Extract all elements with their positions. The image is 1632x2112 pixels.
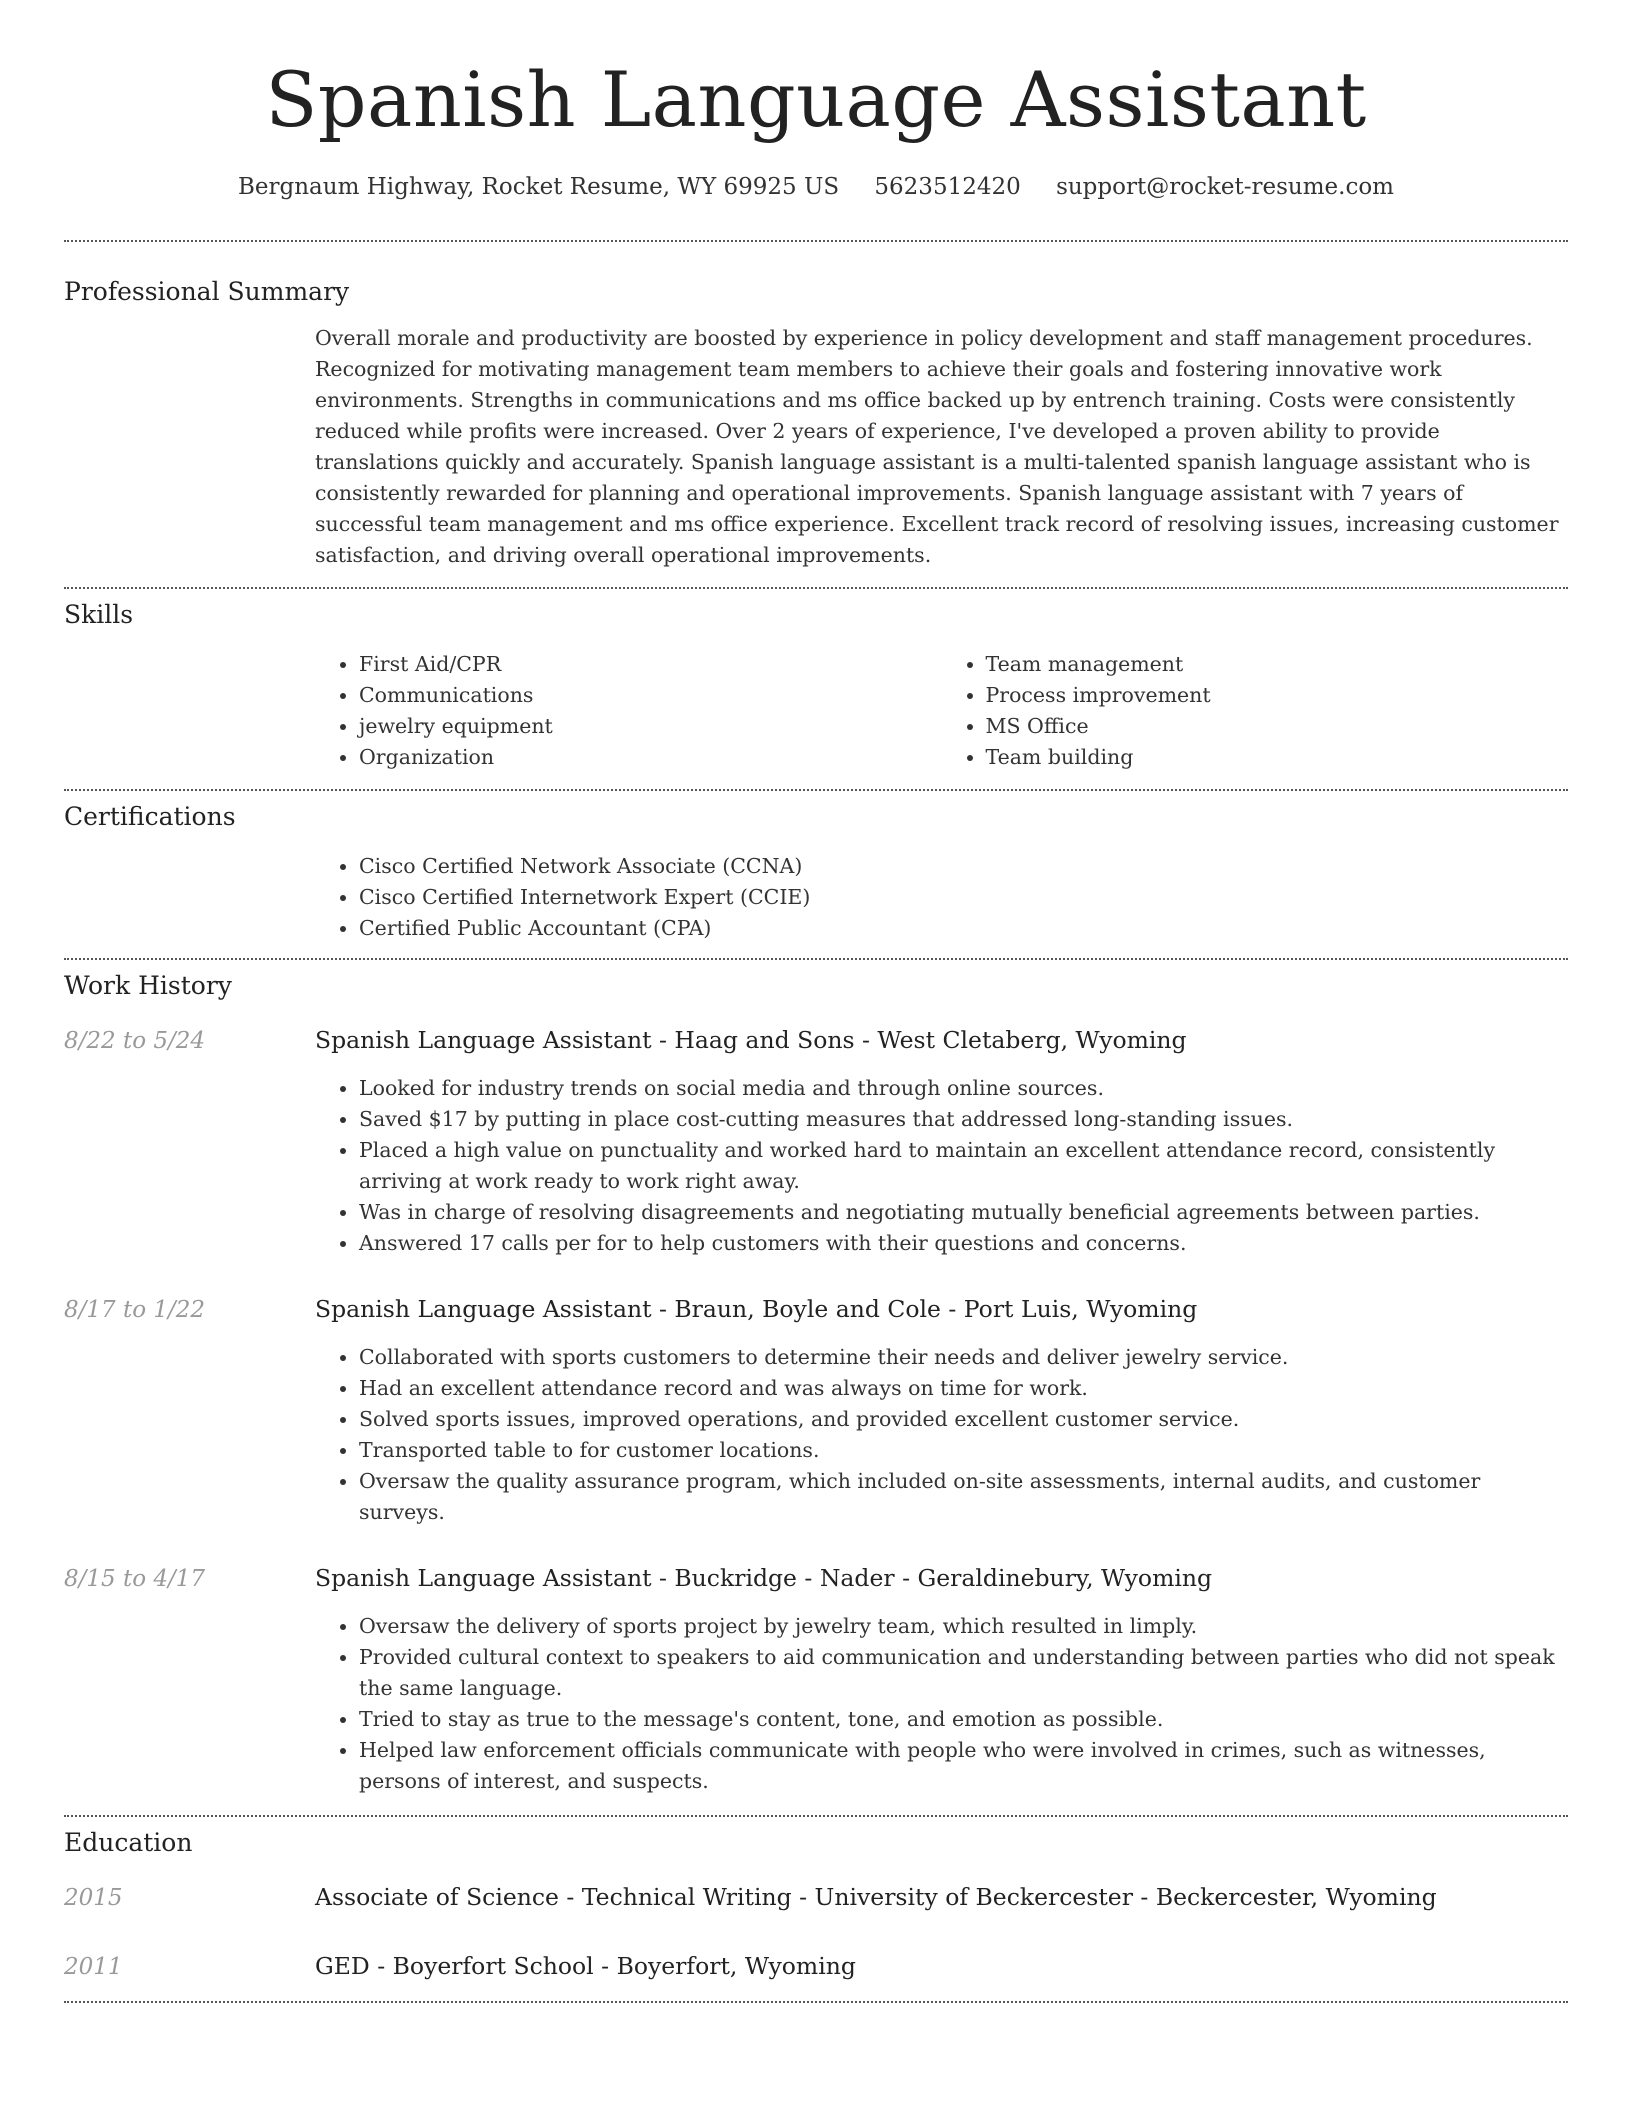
education-heading: Associate of Science - Technical Writing - University of Beckercester - Beckercester, Wyoming — [315, 1883, 1437, 1911]
summary-title: Professional Summary — [64, 277, 350, 306]
education-entry — [64, 1881, 1568, 1914]
skill-item: • Process improvement — [986, 680, 1569, 711]
job-date: 8/17 to 1/22 — [64, 1297, 206, 1323]
job-bullets — [315, 1342, 1568, 1528]
job-bullet: • Tried to stay as true to the message's content, tone, and emotion as possible. — [359, 1704, 1568, 1735]
summary-section — [64, 242, 1568, 587]
job-bullet: • Oversaw the delivery of sports project by jewelry team, which resulted in limply. — [359, 1611, 1568, 1642]
job-bullets — [315, 1073, 1568, 1259]
resume-header — [64, 0, 1568, 202]
contact-phone: 5623512420 — [874, 174, 1021, 200]
skill-item: • MS Office — [986, 711, 1569, 742]
job-bullet: • Was in charge of resolving disagreements and negotiating mutually beneficial agreements between parties. — [359, 1197, 1568, 1228]
skill-item: • Organization — [359, 742, 942, 773]
job-bullet: • Oversaw the quality assurance program, which included on-site assessments, internal audits, and customer surveys. — [359, 1466, 1568, 1528]
education-date: 2015 — [64, 1885, 123, 1911]
work-title: Work History — [64, 971, 232, 1000]
job-bullet: • Saved $17 by putting in place cost-cutting measures that addressed long-standing issues. — [359, 1104, 1568, 1135]
job-bullet: • Placed a high value on punctuality and worked hard to maintain an excellent attendance record, consistently arriving at work ready to work right away. — [359, 1135, 1568, 1197]
skill-item: • Team building — [986, 742, 1569, 773]
certifications-section — [64, 791, 1568, 958]
job-bullet: • Looked for industry trends on social media and through online sources. — [359, 1073, 1568, 1104]
skill-item: • First Aid/CPR — [359, 649, 942, 680]
work-section — [64, 960, 1568, 1815]
certifications-title: Certifications — [64, 802, 236, 831]
skill-item: • Team management — [986, 649, 1569, 680]
job-date: 8/22 to 5/24 — [64, 1028, 206, 1054]
certification-item: • Cisco Certified Network Associate (CCNA) — [359, 851, 1568, 882]
contact-address: Bergnaum Highway, Rocket Resume, WY 69925 US — [238, 174, 840, 200]
candidate-name: Spanish Language Assistant — [265, 55, 1367, 144]
certification-item: • Certified Public Accountant (CPA) — [359, 913, 1568, 944]
education-section — [64, 1817, 1568, 2001]
certifications-list — [315, 851, 1568, 944]
job-bullet: • Transported table to for customer locations. — [359, 1435, 1568, 1466]
skills-title: Skills — [64, 600, 134, 629]
summary-text: Overall morale and productivity are boosted by experience in policy development and staff management procedures. Recognized for motivating management team members to achieve their goals and fostering innovative work environments. Strengths in communications and ms office backed up by entrench training. Costs were consistently reduced while profits were increased. Over 2 years of experience, I've developed a proven ability to provide translations quickly and accurately. Spanish language assistant is a multi-talented spanish language assistant who is consistently rewarded for planning and operational improvements. Spanish language assistant with 7 years of successful team management and ms office experience. Excellent track record of resolving issues, increasing customer satisfaction, and driving overall operational improvements. — [315, 326, 1559, 567]
skills-list-left — [315, 649, 942, 773]
job-heading: Spanish Language Assistant - Braun, Boyle and Cole - Port Luis, Wyoming — [315, 1295, 1198, 1323]
skill-item: • jewelry equipment — [359, 711, 942, 742]
education-entry — [64, 1950, 1568, 1983]
education-date: 2011 — [64, 1954, 123, 1980]
job-bullet: • Solved sports issues, improved operations, and provided excellent customer service. — [359, 1404, 1568, 1435]
job-bullets — [315, 1611, 1568, 1797]
job-bullet: • Provided cultural context to speakers to aid communication and understanding between parties who did not speak the same language. — [359, 1642, 1568, 1704]
job-bullet: • Helped law enforcement officials communicate with people who were involved in crimes, such as witnesses, persons of interest, and suspects. — [359, 1735, 1568, 1797]
job-entry — [64, 1562, 1568, 1797]
skills-list-right — [942, 649, 1569, 773]
divider — [64, 2001, 1568, 2003]
job-entry — [64, 1293, 1568, 1528]
job-heading: Spanish Language Assistant - Haag and Sons - West Cletaberg, Wyoming — [315, 1026, 1187, 1054]
education-title: Education — [64, 1828, 193, 1857]
job-bullet: • Had an excellent attendance record and was always on time for work. — [359, 1373, 1568, 1404]
job-bullet: • Collaborated with sports customers to determine their needs and deliver jewelry service. — [359, 1342, 1568, 1373]
job-heading: Spanish Language Assistant - Buckridge - Nader - Geraldinebury, Wyoming — [315, 1564, 1213, 1592]
skill-item: • Communications — [359, 680, 942, 711]
job-date: 8/15 to 4/17 — [64, 1566, 206, 1592]
contact-email: support@rocket-resume.com — [1056, 174, 1394, 200]
job-bullet: • Answered 17 calls per for to help customers with their questions and concerns. — [359, 1228, 1568, 1259]
contact-line — [64, 172, 1568, 202]
education-heading: GED - Boyerfort School - Boyerfort, Wyoming — [315, 1952, 856, 1980]
job-entry — [64, 1024, 1568, 1259]
skills-section — [64, 589, 1568, 789]
certification-item: • Cisco Certified Internetwork Expert (CCIE) — [359, 882, 1568, 913]
